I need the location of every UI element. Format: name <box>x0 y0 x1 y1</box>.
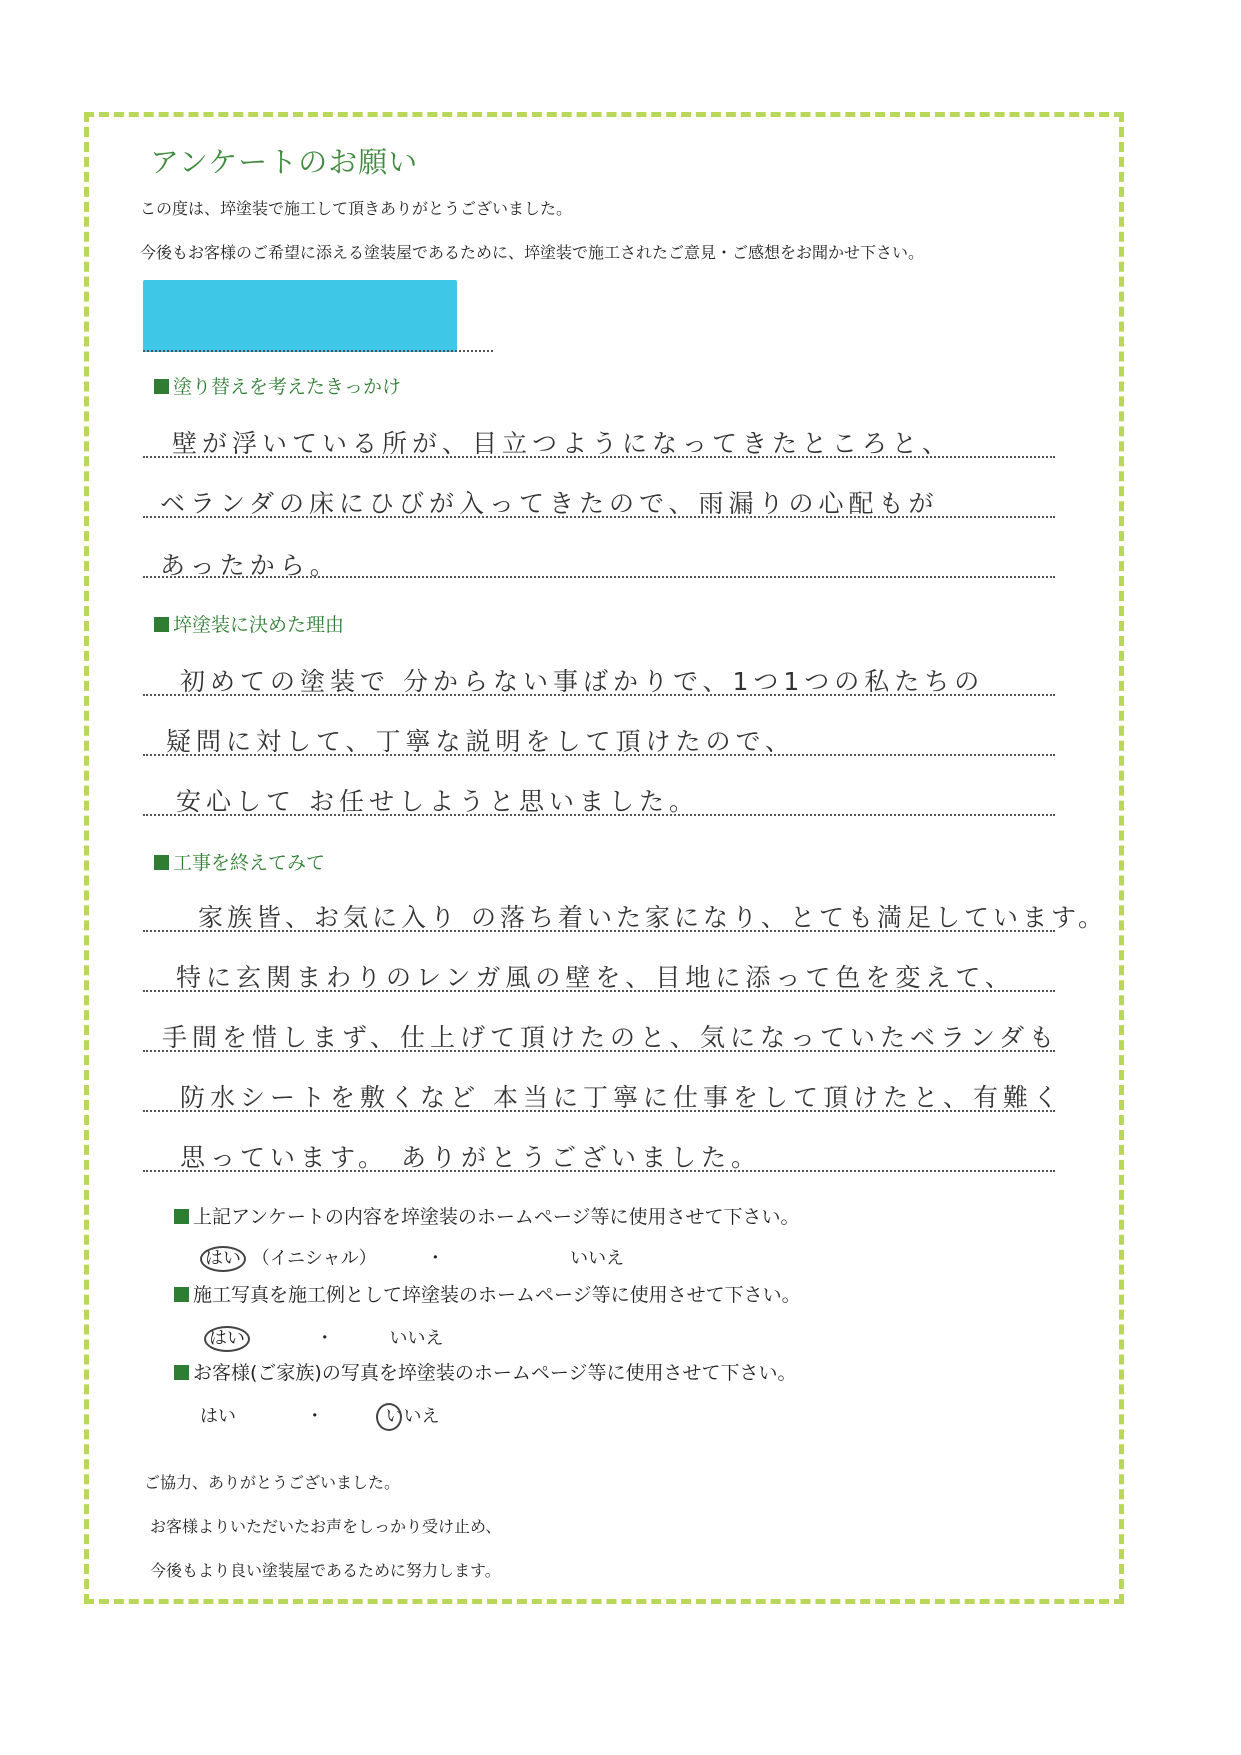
answer-rule <box>143 1170 1055 1172</box>
permission-question-survey <box>174 1202 799 1229</box>
option-no-selected[interactable]: いいえ <box>385 1406 440 1427</box>
answer-line: 疑問に対して、丁寧な説明をして頂けたので、 <box>166 727 796 756</box>
permission-question-photos <box>174 1280 801 1307</box>
section-heading-reason <box>154 372 401 399</box>
answer-rule <box>143 930 1055 932</box>
selection-circle-mark <box>376 1403 402 1431</box>
answer-line: 安心して お任せしようと思いました。 <box>176 787 699 816</box>
answer-line: 手間を惜しまず、仕上げて頂けたのと、気になっていたベランダも <box>162 1023 1060 1052</box>
answer-line: 家族皆、お気に入り の落ち着いた家になり、とても満足しています。 <box>198 903 1107 932</box>
answer-rule <box>143 576 1055 578</box>
section-heading-choice <box>154 610 344 637</box>
permission-options-photos <box>204 1324 443 1352</box>
question-text: 上記アンケートの内容を埣塗装のホームページ等に使用させて下さい。 <box>193 1206 800 1228</box>
answer-rule <box>143 516 1055 518</box>
answer-line: 初めての塗装で 分からない事ばかりで、1つ1つの私たちの <box>180 667 985 696</box>
option-yes[interactable]: はい <box>200 1406 236 1427</box>
answer-line: 壁が浮いている所が、目立つようになってきたところと、 <box>172 429 953 458</box>
question-text: 施工写真を施工例として埣塗装のホームページ等に使用させて下さい。 <box>193 1284 801 1306</box>
question-text: お客様(ご家族)の写真を埣塗装のホームページ等に使用させて下さい。 <box>193 1362 797 1384</box>
section-heading-text: 埣塗装に決めた理由 <box>173 614 345 636</box>
section-heading-text: 工事を終えてみて <box>173 852 326 874</box>
section-heading-text: 塗り替えを考えたきっかけ <box>173 376 402 398</box>
option-separator: ・ <box>305 1406 324 1427</box>
option-no[interactable]: いいえ <box>570 1248 625 1269</box>
square-bullet-icon <box>154 617 169 632</box>
answer-rule <box>143 694 1055 696</box>
answer-rule <box>143 754 1055 756</box>
footer-line-2: お客様よりいただいたお声をしっかり受け止め、 <box>150 1517 502 1536</box>
option-yes-note: （イニシャル） <box>251 1248 377 1269</box>
survey-title: アンケートのお願い <box>150 145 419 179</box>
permission-options-family <box>200 1402 439 1428</box>
square-bullet-icon <box>174 1365 189 1380</box>
square-bullet-icon <box>174 1287 189 1302</box>
option-no[interactable]: いいえ <box>389 1328 444 1349</box>
option-yes-selected[interactable]: はい <box>200 1246 246 1272</box>
footer-line-3: 今後もより良い塗装屋であるために努力します。 <box>150 1561 501 1580</box>
intro-line-1: この度は、埣塗装で施工して頂きありがとうございました。 <box>140 199 573 218</box>
option-separator: ・ <box>426 1248 445 1269</box>
intro-line-2: 今後もお客様のご希望に添える塗装屋であるために、埣塗装で施工されたご意見・ご感想をお聞かせ下さい。 <box>140 243 925 262</box>
square-bullet-icon <box>174 1209 189 1224</box>
name-underline <box>143 350 493 352</box>
square-bullet-icon <box>154 855 169 870</box>
answer-rule <box>143 814 1055 816</box>
answer-rule <box>143 1050 1055 1052</box>
section-heading-after <box>154 848 325 875</box>
answer-line: 防水シートを敷くなど 本当に丁寧に仕事をして頂けたと、有難く <box>180 1083 1063 1112</box>
footer-line-1: ご協力、ありがとうございました。 <box>144 1473 401 1492</box>
answer-line: 特に玄関まわりのレンガ風の壁を、目地に添って色を変えて、 <box>176 963 1015 992</box>
option-separator: ・ <box>315 1328 334 1349</box>
answer-rule <box>143 990 1055 992</box>
answer-rule <box>143 456 1055 458</box>
permission-options-survey <box>200 1244 624 1272</box>
redacted-name <box>143 280 457 352</box>
answer-line: ベランダの床にひびが入ってきたので、雨漏りの心配もが <box>160 489 939 518</box>
square-bullet-icon <box>154 379 169 394</box>
permission-question-family <box>174 1358 796 1385</box>
answer-line: 思っています。 ありがとうございました。 <box>180 1143 761 1172</box>
option-yes-selected[interactable]: はい <box>204 1326 250 1352</box>
answer-line: あったから。 <box>160 551 340 580</box>
answer-rule <box>143 1110 1055 1112</box>
